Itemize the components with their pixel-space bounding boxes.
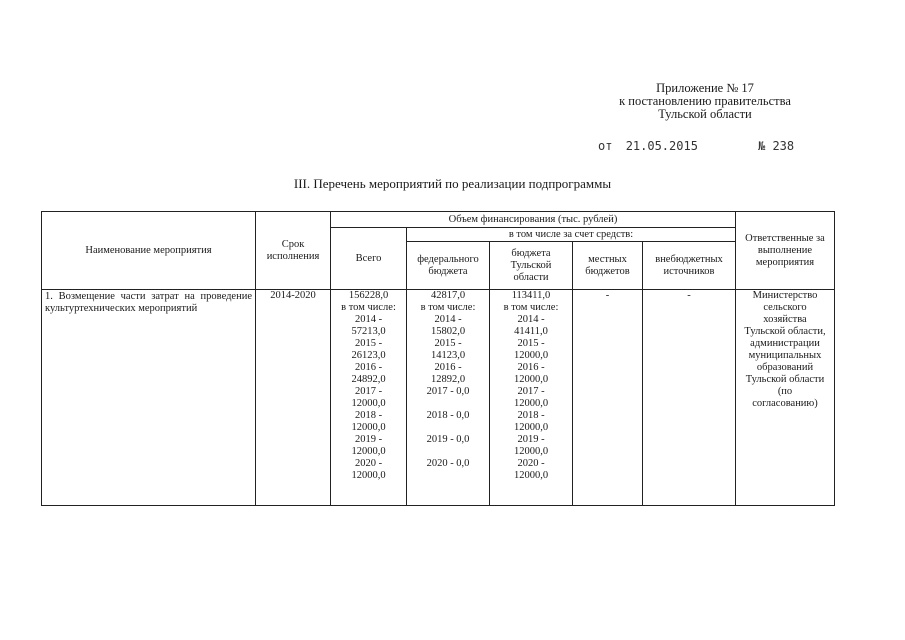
cell-line: 2020 - [517,458,545,469]
cell-line: 42817,0 [430,290,466,301]
cell-line: 12000,0 [513,350,549,361]
cell-local: - [573,290,643,506]
cell-line: 15802,0 [430,326,466,337]
cell-line: 2019 - [354,434,383,445]
cell-line: сельского [763,302,807,313]
header-offbudget: внебюджетных источников [643,242,736,290]
cell-line: 2020 - 0,0 [426,458,470,469]
cell-line: 2020 - [354,458,383,469]
cell-line: муниципальных [748,350,822,361]
cell-line: 12892,0 [430,374,466,385]
cell-line: хозяйства [763,314,807,325]
cell-line: 12000,0 [351,446,386,457]
page-title: III. Перечень мероприятий по реализации подпрограммы [293,176,612,191]
header-term: Срок исполнения [256,212,331,290]
cell-line [409,422,487,434]
cell-line: 2017 - 0,0 [426,386,470,397]
cell-line: 2014 - [354,314,383,325]
date-prefix: от [598,139,613,153]
header-total: Всего [331,228,407,290]
cell-line: 2018 - [517,410,545,421]
cell-term: 2014-2020 [256,290,331,506]
cell-line: (по [777,386,793,397]
cell-line: 156228,0 [348,290,389,301]
cell-name: 1. Возмещение части затрат на проведение культуртехнических мероприятий [42,290,256,506]
cell-line: 12000,0 [513,398,549,409]
cell-line: 2015 - [354,338,383,349]
cell-total [331,290,407,506]
appendix-number: Приложение № 17 [656,81,754,95]
cell-line: Тульской области [745,374,825,385]
cell-line: согласованию) [752,398,818,409]
cell-line: 12000,0 [351,422,386,433]
measures-table [41,211,835,506]
cell-line: 2018 - 0,0 [426,410,470,421]
cell-line: 12000,0 [351,470,386,481]
appendix-decree: к постановлению правительства [619,94,791,108]
cell-offbudget: - [643,290,736,506]
cell-line: в том числе: [341,302,396,313]
header-including: в том числе за счет средств: [407,228,736,242]
cell-line: в том числе: [420,302,476,313]
cell-line: образований [756,362,814,373]
cell-line: 113411,0 [511,290,551,301]
cell-line: 12000,0 [513,470,549,481]
cell-federal [407,290,490,506]
cell-line: 12000,0 [351,398,386,409]
header-local: местных бюджетов [573,242,643,290]
appendix-region: Тульской области [658,107,752,121]
cell-line: 57213,0 [351,326,386,337]
cell-line: 12000,0 [513,422,549,433]
cell-line: Тульской области, [744,326,826,337]
cell-regional [490,290,573,506]
cell-line: 2015 - [434,338,462,349]
header-name: Наименование мероприятия [42,212,256,290]
cell-line: 2019 - [517,434,545,445]
cell-line: 2019 - 0,0 [426,434,470,445]
header-federal: федерального бюджета [407,242,490,290]
cell-responsible [736,290,835,506]
cell-line: 12000,0 [513,446,549,457]
cell-line: 12000,0 [513,374,549,385]
cell-line: 2014 - [434,314,462,325]
appendix-header [560,82,850,121]
cell-line: Министерство [752,290,818,301]
cell-line: 2016 - [434,362,462,373]
decree-date: 21.05.2015 [625,139,698,153]
header-responsible: Ответственные за выполнение мероприятия [736,212,835,290]
cell-line: в том числе: [503,302,559,313]
cell-line [409,398,487,410]
cell-line: 41411,0 [514,326,548,337]
header-funding: Объем финансирования (тыс. рублей) [331,212,736,228]
cell-line: 26123,0 [351,350,386,361]
cell-line: 14123,0 [430,350,466,361]
cell-line: 2016 - [517,362,545,373]
table-row [42,290,835,506]
cell-line [409,446,487,458]
decree-date-line [598,139,795,153]
cell-line: 2014 - [517,314,545,325]
cell-line: 2017 - [517,386,545,397]
cell-line: 2015 - [517,338,545,349]
cell-line: администрации [750,338,820,349]
header-regional: бюджета Тульской области [490,242,573,290]
cell-line: 2018 - [354,410,383,421]
cell-line: 24892,0 [351,374,386,385]
cell-line: 2016 - [354,362,383,373]
cell-line: 2017 - [354,386,383,397]
decree-number: № 238 [758,139,795,153]
